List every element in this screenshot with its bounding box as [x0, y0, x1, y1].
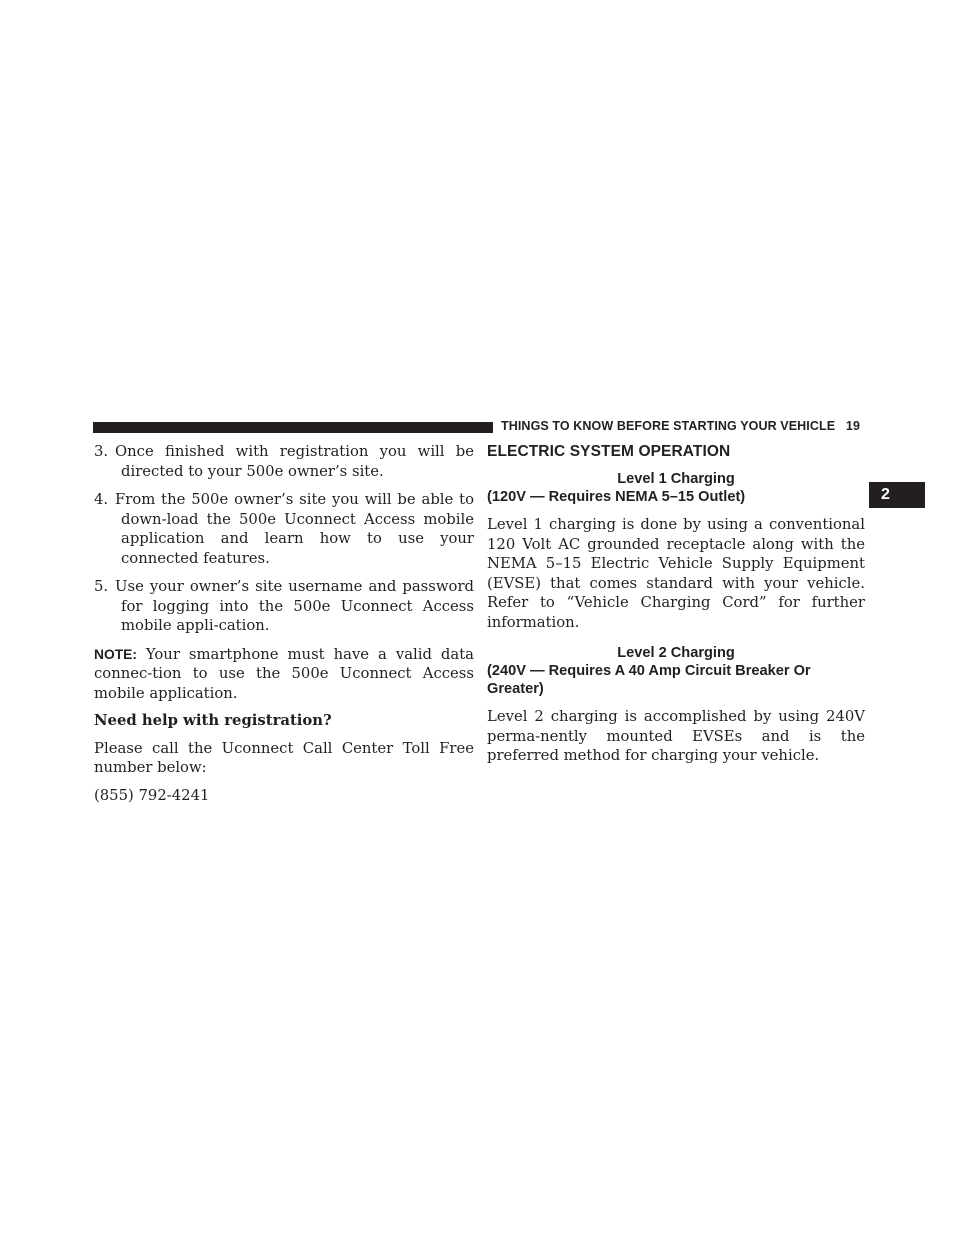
help-heading: Need help with registration?: [94, 712, 332, 729]
running-header: [501, 419, 860, 433]
list-text: From the 500e owner’s site you will be able to down-load the 500e Uconnect Access mobile application and learn how to use your connected features.: [115, 491, 474, 567]
header-title: THINGS TO KNOW BEFORE STARTING YOUR VEHICLE: [501, 419, 836, 433]
chapter-tab: 2: [869, 482, 925, 508]
right-column: [487, 442, 865, 774]
left-column: [94, 442, 474, 813]
level2-subtitle: (240V — Requires A 40 Amp Circuit Breaker Or Greater): [487, 663, 811, 697]
phone-number: (855) 792-4241: [94, 786, 210, 804]
list-text: Once finished with registration you will be directed to your 500e owner’s site.: [115, 443, 474, 480]
page-number: 19: [845, 419, 861, 433]
help-text: Please call the Uconnect Call Center Toll Free number below:: [94, 739, 474, 776]
header-rule: [93, 422, 493, 433]
note-paragraph: [94, 645, 474, 704]
level2-text: Level 2 charging is accomplished by using 240V perma-nently mounted EVSEs and is the preferred method for charging your vehicle.: [487, 708, 865, 764]
list-text: Use your owner’s site username and password for logging into the 500e Uconnect Access mobile appli-cation.: [115, 578, 474, 634]
note-label: NOTE:: [94, 646, 137, 662]
note-text: Your smartphone must have a valid data connec-tion to use the 500e Uconnect Access mobile application.: [94, 645, 474, 702]
list-item: [94, 442, 474, 481]
list-item: [94, 577, 474, 636]
level2-title: Level 2 Charging: [617, 645, 735, 661]
level1-title: Level 1 Charging: [617, 471, 735, 487]
list-item: [94, 490, 474, 568]
level1-subtitle: (120V — Requires NEMA 5–15 Outlet): [487, 489, 746, 505]
list-number: 5.: [94, 578, 109, 595]
list-number: 4.: [94, 491, 109, 508]
list-number: 3.: [94, 443, 109, 460]
level1-text: Level 1 charging is done by using a conventional 120 Volt AC grounded receptacle along with the NEMA 5–15 Electric Vehicle Supply Equipment (EVSE) that comes standard with your vehicle. Refer to “Vehicle Charging Cord” for further information.: [487, 516, 865, 631]
section-title: ELECTRIC SYSTEM OPERATION: [487, 443, 731, 460]
